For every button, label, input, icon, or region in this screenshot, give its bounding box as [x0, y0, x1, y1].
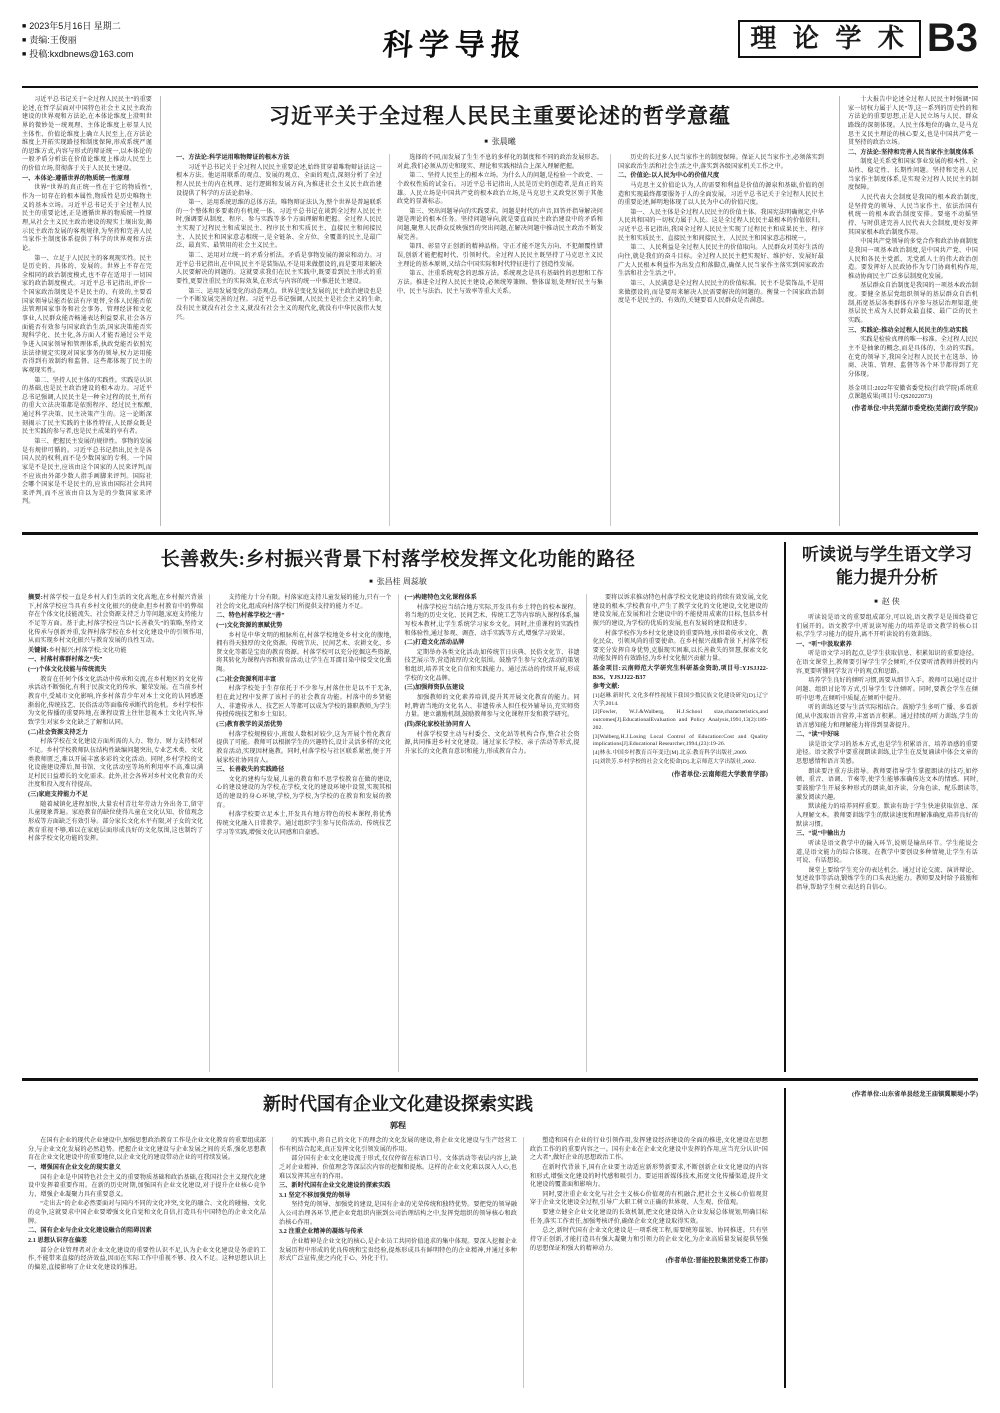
subheading: (三)加强师资队伍建设: [404, 685, 465, 692]
article-2-columns: [22, 594, 774, 1072]
article-4: [786, 542, 978, 1072]
subheading: 3.1 坚定不移加强党的领导: [279, 1192, 351, 1199]
article-1-main: [160, 96, 839, 526]
paragraph: 村落学校要主动与村委会、文化站等机构合作,整合社会资源,共同推进乡村文化建设。通过家长学校、亲子活动等形式,提升家长的文化教育意识和能力,形成教育合力。: [404, 731, 580, 755]
references-label: 参考文献:: [592, 684, 620, 691]
article-1-columns: [169, 154, 831, 526]
article-1-funding-note: 基金项目:2022年安徽省委党校(行政学院)系统重点课题成果(项目号:QS2022073): [848, 385, 978, 400]
subheading: 一、村落村落群村落之“失”: [28, 657, 103, 664]
article-3-col-1: [22, 1137, 272, 1388]
article-4-title: 听读说与学生语文学习能力提升分析: [802, 545, 972, 587]
editor-name: ■ 责编:王俊丽: [22, 34, 172, 48]
paragraph: 教育在任何个体文化活动中传承和交流,在乡村地区的文化传承活动不断强化,有利于民族文化的传承、繁荣发展。在当前乡村教育中,受城市文化影响,许多村落青少年对本土文化的认同感逐渐弱化,传统技艺、民俗活动等面临传承断代的危机。乡村学校作为文化传播的重要阵地,在课程设置上往往忽视本土文化内容,导致学生对家乡文化缺乏了解和认同。: [28, 676, 204, 726]
paragraph: 第二、运用对立统一的矛盾分析法。矛盾是事物发展的源泉和动力。习近平总书记指出,在中国,民主不是装饰品,不是用来做摆设的,而是要用来解决人民要解决的问题的。这就要求我们在民主实践中,既要看到民主形式的重要性,更要注重民主的实际效果,在形式与内容的统一中推进民主建设。: [176, 253, 382, 285]
paragraph: 第四、彰显守正创新的精神品格。守正才能不迷失方向、不犯颠覆性错误,创新才能把握时代、引领时代。全过程人民民主既坚持了马克思主义民主理论的基本原则,又结合中国实际和时代特征进行了创造性发展。: [397, 244, 603, 268]
page-number: B3: [926, 16, 978, 60]
article-3-title: 新时代国有企业文化建设探索实践: [263, 1094, 533, 1114]
paragraph: 第一、运用系统思维的总体方法。唯物辩证法认为,整个世界是普遍联系的一个整体和多要素的有机统一体。习近平总书记在谈到全过程人民民主时,强调要从制度、程序、参与实践等多个方面理解和把握。全过程人民民主实现了过程民主和成果民主、程序民主和实质民主、直接民主和间接民主、人民民主和国家意志相统一,是全链条、全方位、全覆盖的民主,是最广泛、最真实、最管用的社会主义民主。: [176, 200, 382, 250]
paragraph: 第三、把握民主发展的规律性。事物的发展是有规律可循的。习近平总书记指出,民主是各国人民的权利,而不是少数国家的专利。一个国家是不是民主,应该由这个国家的人民来评判,而不应该由外部少数人指手画脚来评判。国际社会哪个国家是不是民主的,应该由国际社会共同来评判,而不应该由自以为是的少数国家来评判。: [22, 438, 152, 506]
subheading: 三、新时代国有企业文化建设的探索实践: [279, 1183, 391, 1190]
subheading: (三)家庭支持能力不足: [28, 792, 89, 799]
paragraph: 选择的不同,而发展了生生不息的多样化的制度和不同的政治发展形态。对此,我们必须从历史和现实、理论和实践相结合上深入理解把握。: [397, 155, 603, 170]
paragraph: 的实践中,将自己的文化下的理念的文化发展的建设,将企业文化建设与生产经营工作有机结合起来,真正发挥文化引领发展的作用。: [279, 1138, 517, 1153]
article-2-col-1: [22, 594, 209, 1072]
paragraph: 要将以诉求推动特色村落学校文化建设的持续有效发展,文化建设的根本,学校教育中,产生了教学文化的文化建设,文化建设的建设发展,在发展和社会建设中的不能使用成素的目标,包括乡村振兴的建设,为学校的优质的发展,也有发展的建设和进步。: [592, 595, 768, 627]
subheading: 一、本体论:遵循世界的物质统一性原理: [22, 175, 130, 182]
paragraph: 部分国有企业文化建设流于形式,仅仅停留在标语口号、文体活动等表层内容上,缺乏对企业精神、价值理念等深层次内容的挖掘和提炼。这样的企业文化难以深入人心,也难以发挥其应有的作用。: [279, 1156, 517, 1180]
subheading: 一、方法论:科学运用唯物辩证的根本方法: [176, 155, 290, 161]
paragraph: 部分企业管理者对企业文化建设的重要性认识不足,认为企业文化建设是务虚的工作,不能带来直接的经济效益,因而在实际工作中重视不够、投入不足。这种思想认识上的偏差,直接影响了企业文化建设的推进。: [28, 1247, 266, 1271]
paragraph: 十大报告中论述全过程人民民主时强调“国家一切权力属于人民”等,这一系列的历史性的和方法论的重要思想,正是人民立场与人民、群众路线的深刻体现。人民主体地位的确立,是马克思主义民主理论的核心要义,也是中国共产党一贯坚持的政治立场。: [848, 97, 978, 147]
article-3-author: 郭程: [390, 1121, 406, 1130]
paragraph: 历史的长过多人民当家作主的制度保障。保证人民当家作主,必须落实到国家政治生活和社会生活之中,落实到各级国家机关工作之中。: [618, 155, 824, 170]
article-2-col-4: [586, 594, 774, 1072]
article-1: [22, 96, 978, 526]
subheading: 三、长善救失的实践路径: [216, 767, 285, 774]
paragraph: 第二、人民利益是全过程人民民主的价值取向。人民群众对美好生活的向往,就是我们的奋斗目标。全过程人民民主把实现好、维护好、发展好最广大人民根本利益作为出发点和落脚点,确保人民当家作主落实到国家政治生活和社会生活之中。: [618, 245, 824, 278]
paragraph: 习近平总书记关于“全过程人民民主”的重要论述,在哲学层面对中国特色社会主义民主政治建设的世界观和方法论,在本体论维度上澄明世界的微妙处一统观理、主体论维度上彰显人民主体性、价值论维度上确立人民至上,在方法论维度上开拓实现路径和制度保障,形成系统严谨的思维方式,内容与形式的辩证统一,以本体论的一般矛盾分析法在价值论维度上推动人民至上的价值立场,贯彻落于关于人民民主建设。: [22, 97, 152, 173]
article-2-title: 长善救失:乡村振兴背景下村落学校发挥文化功能的路径: [160, 549, 636, 570]
paragraph: 中国共产党领导的多党合作和政治协商制度是我国一项基本政治制度,是中国共产党、中国人民和各民主党派、无党派人士的伟大政治创造。要发挥好人民政协作为专门协商机构作用,推动协商民主广泛多层制度化发展。: [848, 239, 978, 280]
paragraph: 要建立健全企业文化建设的长效机制,把文化建设纳入企业发展总体规划,明确目标任务,落实工作责任,加强考核评价,确保企业文化建设取得实效。: [530, 1210, 768, 1225]
abstract-label: 摘要:: [28, 595, 43, 601]
paragraph: 第三、突出问题导向的实践要求。问题是时代的声音,回答并指导解决问题是理论的根本任务。坚持问题导向,就是要直面民主政治建设中的矛盾和问题,聚焦人民群众反映强烈的突出问题,在解决问题中推动民主政治不断发展完善。: [397, 208, 603, 241]
masthead: [22, 18, 978, 88]
paragraph: 国有企业是中国特色社会主义的重要物质基础和政治基础,在我国社会主义现代化建设中发挥着重要作用。在新的历史时期,加强国有企业文化建设,对于提升企业核心竞争力、增强企业凝聚力具有重要意义。: [28, 1174, 266, 1198]
paragraph: 企业精神是企业文化的核心,是企业员工共同价值追求的集中体现。要深入挖掘企业发展历程中形成的优良传统和宝贵经验,提炼形成具有鲜明特色的企业精神,并通过多种形式广泛宣传,使之内化于心、外化于行。: [279, 1239, 517, 1263]
paragraph: 朗读要注重方法指导。教师要指导学生掌握朗读的技巧,如停顿、重音、语调、节奏等,使学生能够准确传达文本的情感。同时,要鼓励学生开展多种形式的朗读,如齐读、分角色读、配乐朗读等,激发阅读兴趣。: [796, 768, 978, 801]
subheading: 二、“读”中好味: [796, 732, 840, 739]
article-1-byline: ■ 张晨曦: [169, 136, 831, 147]
article-2-main: [22, 542, 786, 1072]
paragraph: 第五、注重系统观念的思维方法。系统观念是具有基础性的思想和工作方法。推进全过程人民民主建设,必须统筹兼顾、整体谋划,处理好民主与集中、民主与法治、民主与效率等重大关系。: [397, 271, 603, 295]
subheading: 二、价值论:以人民为中心的价值尺度: [618, 173, 720, 180]
article-4-body: [796, 614, 978, 893]
paragraph: 随着城镇化进程加快,大量农村青壮年劳动力外出务工,留守儿童现象普遍。家庭教育的缺位使得儿童在文化认知、价值观念形成等方面缺乏有效引导。部分家长文化水平有限,对子女的文化教育重视不够,难以在家庭层面形成良好的文化氛围,这也制约了村落学校文化功能的发挥。: [28, 801, 204, 843]
masthead-section: [738, 18, 978, 60]
article-3-main: [22, 1088, 786, 1388]
subheading: (一)个体文化技能与传统流失: [28, 667, 107, 674]
reference-item: [3]Walberg,H.J.Losing Local Control of Education:Cost and Quality implications[J].Educational Researcher,1994,(23):19-26.: [592, 733, 768, 748]
article-1-title: 习近平关于全过程人民民主重要论述的哲学意蕴: [269, 104, 731, 128]
paragraph: 加强教师的文化素养培训,提升其开展文化教育的能力。同时,聘请当地的文化名人、非遗传承人担任校外辅导员,充实师资力量。建立激励机制,鼓励教师参与文化课程开发和教学研究。: [404, 695, 580, 719]
article-2: [22, 542, 978, 1072]
subheading: (一)文化资源的禀赋优势: [216, 622, 283, 629]
subheading: 3.2 注重企业精神的凝练与传承: [279, 1229, 363, 1236]
subheading: (二)打造文化活动品牌: [404, 640, 465, 647]
article-1-col-3: [610, 154, 831, 526]
article-1-left-column: [22, 96, 160, 526]
section-title: 理 论 学 术: [738, 20, 921, 58]
subheading: 三、实践论:推动全过程人民民主的生动实践: [848, 327, 968, 334]
subheading: (二)社会资源支持乏力: [28, 729, 89, 736]
paragraph: 课堂上要给学生充分的表达机会。通过讨论交流、演讲辩论、复述故事等活动,锻炼学生的口头表达能力。教师要及时给予鼓励和指导,帮助学生树立表达的自信心。: [796, 867, 978, 892]
funding-note: 基金项目:云南师范大学研究生科研基金资助,项目号:YJSJJ22-B36、YJSJJ22-B37: [592, 666, 768, 681]
abstract-text: 村落学校一直是乡村人们生活的文化高地,在乡村振兴背景下,村落学校应当具有乡村文化振兴的使命,但乡村教育中的弊端存在个体文化技能流失、社会资源支持乏力等问题,家庭支持能力不足等方面。基于此,村落学校应当以“长善救失”的策略,坚持文化传承与创新并重,发挥村落学校在乡村文化建设中的引领作用,从而实现乡村文化振兴与教育发展的良性互动。: [28, 595, 204, 645]
reference-item: [4]林永.中国乡村教育百年变迁[M].北京:教育科学出版社,2009.: [592, 750, 748, 757]
keywords-text: 乡村振兴;村落学校;文化功能: [48, 647, 127, 654]
references-list: [593, 693, 768, 766]
reference-item: [1]赵琳.新时代.文化多样性视域下我国少数民族文化建设研究[D].辽宁大学,2014.: [592, 693, 768, 707]
article-1-right-column: [839, 96, 978, 526]
paragraph: 在国有企业的现代企业建设中,加强思想政治教育工作是企业文化教育的重要组成部分,与企业文化发展的必然趋势。把握企业文化建设与企业发展之间的关系,强化思想教育在企业文化建设中的重要地位,以企业文化的建设带动企业的可持续发展。: [28, 1138, 266, 1162]
subheading: 二、特色村落学校之“善”: [216, 613, 285, 620]
paragraph: 听是语文学习的起点,是学生获取信息、积累知识的重要途径。在语文课堂上,教师要引导学生学会倾听,不仅要听清教师讲授的内容,更要听懂同学发言中的观点和思路。: [796, 651, 978, 675]
paragraph: 实践是检验真理的唯一标准。全过程人民民主不是抽象的概念,而是具体的、生动的实践。在党的领导下,我国全过程人民民主在选举、协商、决策、管理、监督等各个环节都得到了充分体现。: [848, 337, 978, 378]
subheading: 二、国有企业与企业文化建设融合的阻碍因素: [28, 1228, 152, 1235]
paragraph: 总之,新时代国有企业文化建设是一项系统工程,需要统筹谋划、协同推进。只有坚持守正创新,才能打造具有强大凝聚力和引领力的企业文化,为企业高质量发展提供坚强的思想保证和强大的精神动力。: [530, 1228, 768, 1252]
article-2-signature: (作者单位:云南师范大学教育学部): [671, 770, 768, 778]
article-2-col-2: [209, 594, 397, 1072]
paragraph: 听读说是语文的重要组成部分,可以说,语文教学是是围绕着它们展开的。语文教学中,听说读写能力的培养是语文教学的核心目标,学生学习能力的提升,离不开听读说的有效训练。: [796, 614, 978, 639]
article-3-signature: (作者单位:晋能控股集团党委工作部): [665, 1257, 768, 1265]
paragraph: 村落学校应当结合地方实际,开发具有乡土特色的校本课程。将当地的历史文化、民间艺术、传统工艺等内容纳入课程体系,编写校本教材,让学生系统学习家乡文化。同时,注重课程的实践性和体验性,通过参观、调查、动手实践等方式,增强学习效果。: [404, 604, 580, 637]
article-4-continued: [786, 1088, 978, 1388]
paragraph: 听的训练还要与生活实际相结合。鼓励学生多听广播、多看新闻,从中汲取语言营养,丰富语言积累。通过持续的听力训练,学生的语言感知能力和理解能力将得到显著提升。: [796, 705, 978, 729]
subheading: 二、方法论:坚持和完善人民当家作主制度体系: [848, 149, 975, 156]
paragraph: “走出去”的企业必然要面对与国内不同的文化冲突,文化的融合、文化的碰撞、文化的竞争,这就要求中国企业要增强文化自觉和文化自信,打造具有中国特色的企业文化品牌。: [28, 1201, 266, 1225]
paragraph: 听读是语文教学中的输入环节,说则是输出环节。学生能说会道,是语文能力的综合体现。在教学中要创设多种情境,让学生有话可说、有话想说。: [796, 840, 978, 865]
paragraph: 第三、人民满意是全过程人民民主的价值标准。民主不是装饰品,不是用来做摆设的,而是要用来解决人民需要解决的问题的。衡量一个国家政治制度是不是民主的、有效的,关键要看人民群众是否满意。: [618, 280, 824, 305]
paragraph: 村落学校规模较小,班级人数相对较少,这为开展个性化教育提供了可能。教师可以根据学生的兴趣特长,设计灵活多样的文化教育活动,实现因材施教。同时,村落学校与社区联系紧密,便于开展家校社协同育人。: [216, 731, 392, 764]
paragraph: 文化的建构与发展,儿童的教育和不思学校教育在做的建设,心的建设建设的为学校,在学校,文化的建设环境中设置,实现其相适的建设的身心环境,学校,为学校,为学校的在教育和发展的教育。: [216, 776, 392, 809]
paragraph: 第一、立足于人民民主的客观现实性。民主是历史的、具体的、发展的。世界上不存在完全相同的政治制度模式,也不存在适用于一切国家的政治制度模式。习近平总书记指出,评价一个国家政治制度是不是民主的、有效的,主要看国家领导层能否依法有序更替,全体人民能否依法管理国家事务和社会事务、管理经济和文化事业,人民群众能否畅通表达利益要求,社会各方面能否有效参与国家政治生活,国家决策能否实现科学化、民主化,各方面人才能否通过公平竞争进入国家领导和管理体系,执政党能否依照宪法法律规定实现对国家事务的领导,权力运用能否得到有效制约和监督。这些都体现了民主的客观现实性。: [22, 255, 152, 374]
subheading: (二)社会资源利用丰富: [216, 676, 277, 683]
article-1-col-1: [169, 154, 389, 526]
subheading: 三、“说”中输出力: [796, 831, 846, 838]
paragraph: 默读能力的培养同样重要。默读有助于学生快速获取信息、深入理解文本。教师要训练学生的默读速度和理解准确度,培养良好的默读习惯。: [796, 804, 978, 828]
reference-item: [2]Fowler, W.J.&Walberg, H.J.School size,characteristics,and outcomes[J].EducationalEvaluation and Policy Analysis,1991,13(2):189-202.: [592, 709, 768, 731]
paragraph: 村落学校作为乡村文化建设的重要阵地,承担着传承文化、教化民众、引领风尚的重要使命。在乡村振兴战略背景下,村落学校要充分发挥自身优势,克服现实困难,以长善救失的智慧,探索文化功能发挥的有效路径,为乡村文化振兴贡献力量。: [592, 630, 768, 663]
masthead-logo: [172, 18, 738, 64]
article-2-authors: ■ 张昌桂 周蕊敏: [22, 576, 774, 587]
article-3: [22, 1088, 978, 1388]
paragraph: 人民代表大会制度是我国的根本政治制度,是坚持党的领导、人民当家作主、依法治国有机统一的根本政治制度安排。要毫不动摇坚持、与时俱进完善人民代表大会制度,更好发挥其国家根本政治制度作用。: [848, 195, 978, 236]
paragraph: 支持能力十分有限。村落家庭支持儿童发展的能力,只有一个社会的文化,组成向村落学校门所提供支持的能力不足。: [216, 595, 392, 610]
subheading: 一、“听”中汲取素养: [796, 641, 852, 648]
subheading: (一)构建特色文化课程体系: [404, 595, 477, 601]
keywords: [28, 647, 203, 656]
paragraph: 定期举办各类文化活动,如传统节日庆典、民俗文化节、非遗技艺展示等,营造浓厚的文化氛围。鼓励学生参与文化活动的策划和组织,培养其文化自信和实践能力。通过活动的持续开展,形成学校的文化品牌。: [404, 649, 580, 682]
article-3-columns: [22, 1137, 774, 1388]
paragraph: 同时,要注重企业文化与社会主义核心价值观的有机融合,把社会主义核心价值观贯穿于企业文化建设全过程,引导广大职工树立正确的世界观、人生观、价值观。: [530, 1191, 768, 1207]
paragraph: 乡村是中华文明的根脉所在,村落学校地处乡村文化的腹地,拥有得天独厚的文化资源。传统节庆、民间艺术、农耕文化、乡贤文化等都是宝贵的教育资源。村落学校可以充分挖掘这些资源,将其转化为课程内容和教育活动,让学生在耳濡目染中接受文化熏陶。: [216, 632, 392, 674]
paper-name: 科学导报: [381, 29, 529, 62]
paragraph: 第二、坚持人民主体的实践性。实践是认识的基础,也是民主政治建设的根本动力。习近平总书记强调,人民民主是一种全过程的民主,所有的重大立法决策都是依照程序、经过民主酝酿,通过科学决策、民主决策产生的。这一论断深刻揭示了民主实践的主体性特征,人民群众既是民主实践的参与者,也是民主成果的享有者。: [22, 377, 152, 436]
divider-2b: [22, 1080, 978, 1081]
divider-1b: [22, 534, 978, 535]
paragraph: 坚持党的领导、加强党的建设,是国有企业的光荣传统和独特优势。要把党的领导融入公司治理各环节,把企业党组织内嵌到公司治理结构之中,发挥党组织的领导核心和政治核心作用。: [279, 1202, 517, 1226]
paragraph: 基层群众自治制度是我国的一项基本政治制度。要健全基层党组织领导的基层群众自治机制,拓宽基层各类群体有序参与基层治理渠道,使基层民主成为人民群众最直接、最广泛的民主实践。: [848, 283, 978, 325]
masthead-info: [22, 18, 172, 62]
article-4-signature: (作者单位:山东省单县经龙王庙镇冀顺堤小学): [852, 1091, 978, 1098]
reference-item: [5]刘铁芳.乡村学校的社会文化使命[D].北京师范大学出版社,2002.: [592, 758, 757, 765]
subheading: 一、增强国有企业文化的现实意义: [28, 1164, 121, 1171]
publish-date: ■ 2023年5月16日 星期二: [22, 20, 172, 34]
article-3-col-3: [523, 1137, 774, 1388]
paragraph: 第二、坚持人民至上的根本立场。为什么人的问题,是检验一个政党、一个政权性质的试金石。习近平总书记指出,人民是历史的创造者,是真正的英雄。人民立场是中国共产党的根本政治立场,是马克思主义政党区别于其他政党的显著标志。: [397, 173, 603, 206]
paragraph: 村落学校要立足本土,开发具有地方特色的校本课程,将优秀传统文化融入日常教学。通过组织学生参与民俗活动、传统技艺学习等实践,增强文化认同感和自豪感。: [216, 812, 392, 836]
paragraph: 读是语文学习的基本方式,也是学生积累语言、培养语感的重要途径。语文教学中要重视朗读训练,让学生在反复诵读中体会文章的思想感情和语言美感。: [796, 741, 978, 766]
paragraph: 马克思主义价值论认为,人的需要和利益是价值的源泉和基础,价值的创造和实现最终都要服务于人的全面发展。习近平总书记关于全过程人民民主的重要论述,鲜明地体现了以人民为中心的价值尺度。: [618, 182, 824, 207]
article-2-col-3: [398, 594, 586, 1072]
paragraph: 制度是关系党和国家事业发展的根本性、全局性、稳定性、长期性问题。坚持和完善人民当家作主制度体系,是实现全过程人民民主的制度保障。: [848, 159, 978, 192]
paragraph: 习近平总书记关于全过程人民民主重要论述,始终贯穿着唯物辩证法这一根本方法。他运用联系的观点、发展的观点、全面的观点,深刻分析了全过程人民民主的内在机理、运行逻辑和发展方向,为推进社会主义民主政治建设提供了科学的方法论指导。: [176, 164, 382, 197]
abstract: [28, 594, 203, 646]
paragraph: 第三、运用发展变化的动态观点。世界是变化发展的,民主政治建设也是一个不断发展完善的过程。习近平总书记强调,人民民主是社会主义的生命,没有民主就没有社会主义,就没有社会主义的现代化,就没有中华民族伟大复兴。: [176, 288, 382, 321]
submission-email: ■ 投稿:kxdbnews@163.com: [22, 48, 172, 62]
paragraph: 世界“世界的真正统一性在于它的物质性”,作为一切存在的根本属性,物质性是历史唯物主义的基本立场。习近平总书记关于全过程人民民主的重要论述,正是遵循世界的物质统一性原理,从社会主义民主政治建设的现实土壤出发,揭示民主政治发展的客观规律,为坚持和完善人民当家作主制度体系提供了科学的世界观和方法论。: [22, 185, 152, 252]
article-4-author: ■ 赵 侠: [796, 596, 978, 607]
paragraph: 第一、人民主体是全过程人民民主的价值主体。我国宪法明确规定,中华人民共和国的一切权力属于人民。这是全过程人民民主最根本的价值依归。习近平总书记指出,我国全过程人民民主实现了过程民主和成果民主、程序民主和实质民主、直接民主和间接民主、人民民主和国家意志相统一。: [618, 209, 824, 242]
article-3-col-2: [272, 1137, 523, 1388]
paragraph: 培养学生良好的倾听习惯,需要从细节入手。教师可以通过设计问题、组织讨论等方式,引导学生专注倾听。同时,要教会学生在倾听中思考,在倾听中质疑,在倾听中提升。: [796, 678, 978, 702]
paragraph: 村落学校在文化建设方面所需的人力、物力、财力支持相对不足。乡村学校教师队伍结构性缺编问题突出,专业艺术类、文化类教师匮乏,难以开展丰富多彩的文化活动。同时,乡村学校的文化设施建设滞后,图书馆、文化活动室等场所利用率不高,难以满足村民日益增长的文化需求。此外,社会各界对乡村文化教育的关注度和投入度有待提高。: [28, 739, 204, 789]
subheading: (三)教育教学的灵活优势: [216, 721, 283, 728]
subheading: 2.1 思想认识存在偏差: [28, 1238, 88, 1245]
subheading: (四)深化家校社协同育人: [404, 721, 471, 728]
paragraph: 塑造和国有企业的行业引领作用,发挥建设经济建设的全面的推进,文化建设在思想政治工作的的重要内容之一。国有企业在企业文化建设中发挥的作用,应当充分认识“国之大者”,做好企业的思想政治工作。: [530, 1138, 768, 1162]
article-1-signature: (作者单位:中共芜湖市委党校(芜湖行政学院)): [851, 405, 978, 413]
article-1-col-2: [389, 154, 610, 526]
paragraph: 在新时代背景下,国有企业要主动适应新形势新要求,不断创新企业文化建设的内容和形式,增强文化建设的时代感和吸引力。要运用新媒体技术,拓宽文化传播渠道,提升文化建设的覆盖面和影响力。: [530, 1164, 768, 1189]
paragraph: 村落学校处于生存依托于不少参与,村落住住是以不干无条,但在此过程中发挥了该村子的社会教育功能。村落中的乡贤能人、非遗传承人、技艺匠人等都可以成为学校的兼职教师,为学生传授传统技艺和乡土知识。: [216, 686, 392, 719]
keywords-label: 关键词:: [28, 647, 49, 654]
